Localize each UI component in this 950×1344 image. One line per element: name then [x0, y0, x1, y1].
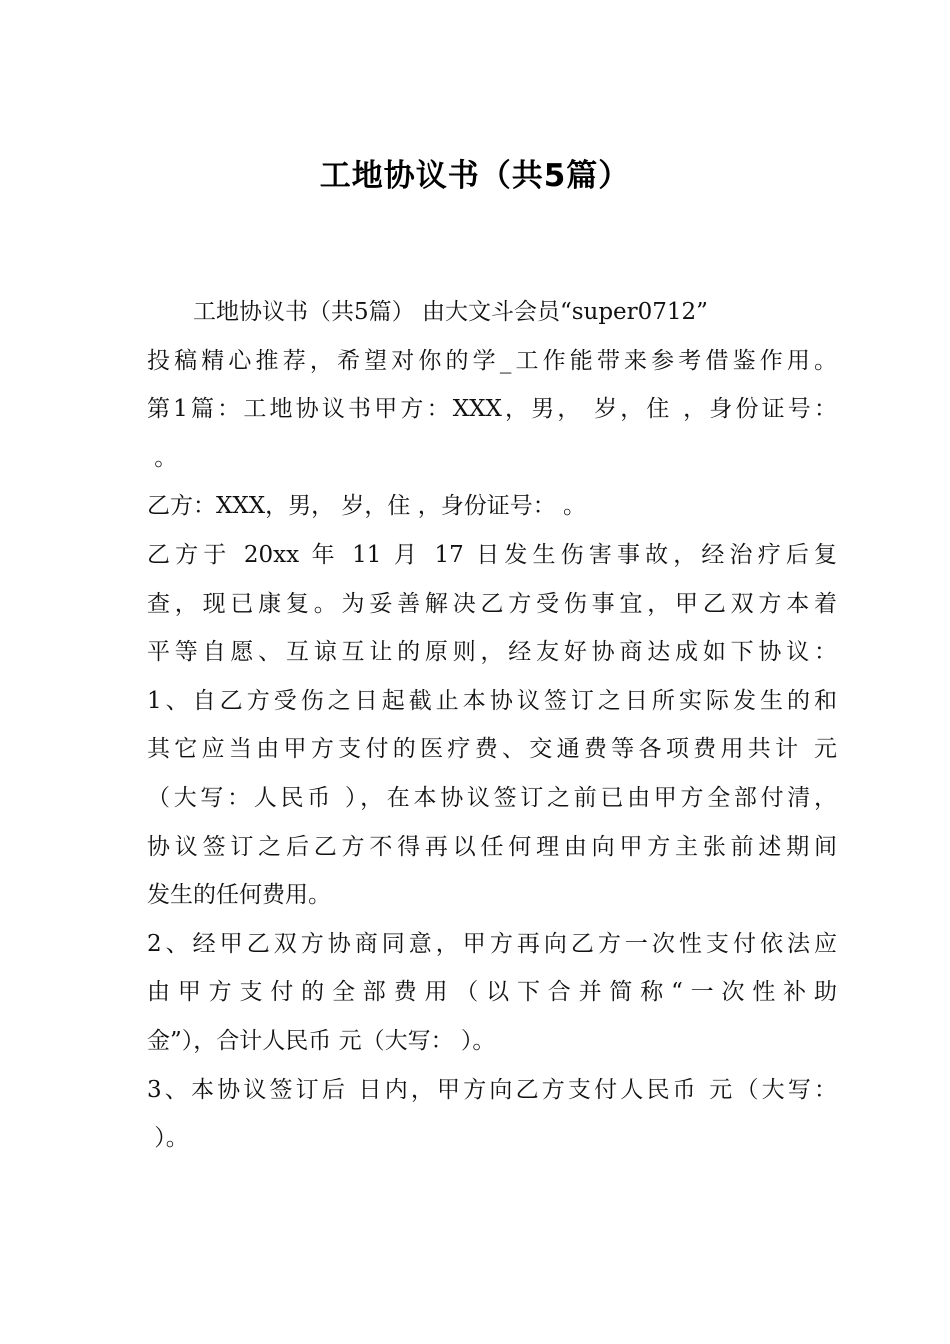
body-line: 协议签订之后乙方不得再以任何理由向甲方主张前述期间: [147, 833, 837, 860]
body-line: 。: [147, 444, 178, 471]
body-line: 金”），合计人民币 元（大写： ）。: [147, 1027, 496, 1054]
document-body: [147, 288, 837, 1163]
body-line: 投稿精心推荐，希望对你的学_工作能带来参考借鉴作用。: [147, 347, 837, 374]
body-line: 由甲方支付的全部费用（以下合并简称“一次性补助: [147, 979, 837, 1006]
body-line: 查，现已康复。为妥善解决乙方受伤事宜，甲乙双方本着: [147, 590, 837, 617]
body-line: 平等自愿、互谅互让的原则，经友好协商达成如下协议：: [147, 639, 837, 666]
document-title: 工地协议书（共5篇）: [319, 158, 631, 194]
body-line: 第1篇：工地协议书甲方：XXX，男， 岁，住 ，身份证号：: [147, 396, 837, 423]
body-line: （大写：人民币 ），在本协议签订之前已由甲方全部付清，: [147, 784, 837, 811]
body-line: 其它应当由甲方支付的医疗费、交通费等各项费用共计 元: [147, 736, 837, 763]
body-line: 乙方于 20xx 年 11 月 17 日发生伤害事故，经治疗后复: [147, 541, 837, 568]
body-line: 3、本协议签订后 日内，甲方向乙方支付人民币 元（大写：: [147, 1076, 837, 1103]
body-line: 2、经甲乙双方协商同意，甲方再向乙方一次性支付依法应: [147, 930, 837, 957]
body-line: 工地协议书（共5篇） 由大文斗会员“super0712”: [147, 299, 708, 325]
body-line: ）。: [147, 1125, 189, 1152]
body-line: 发生的任何费用。: [147, 882, 331, 909]
body-line: 乙方：XXX，男， 岁，住 ，身份证号： 。: [147, 493, 587, 520]
body-line: 1、自乙方受伤之日起截止本协议签订之日所实际发生的和: [147, 687, 837, 714]
